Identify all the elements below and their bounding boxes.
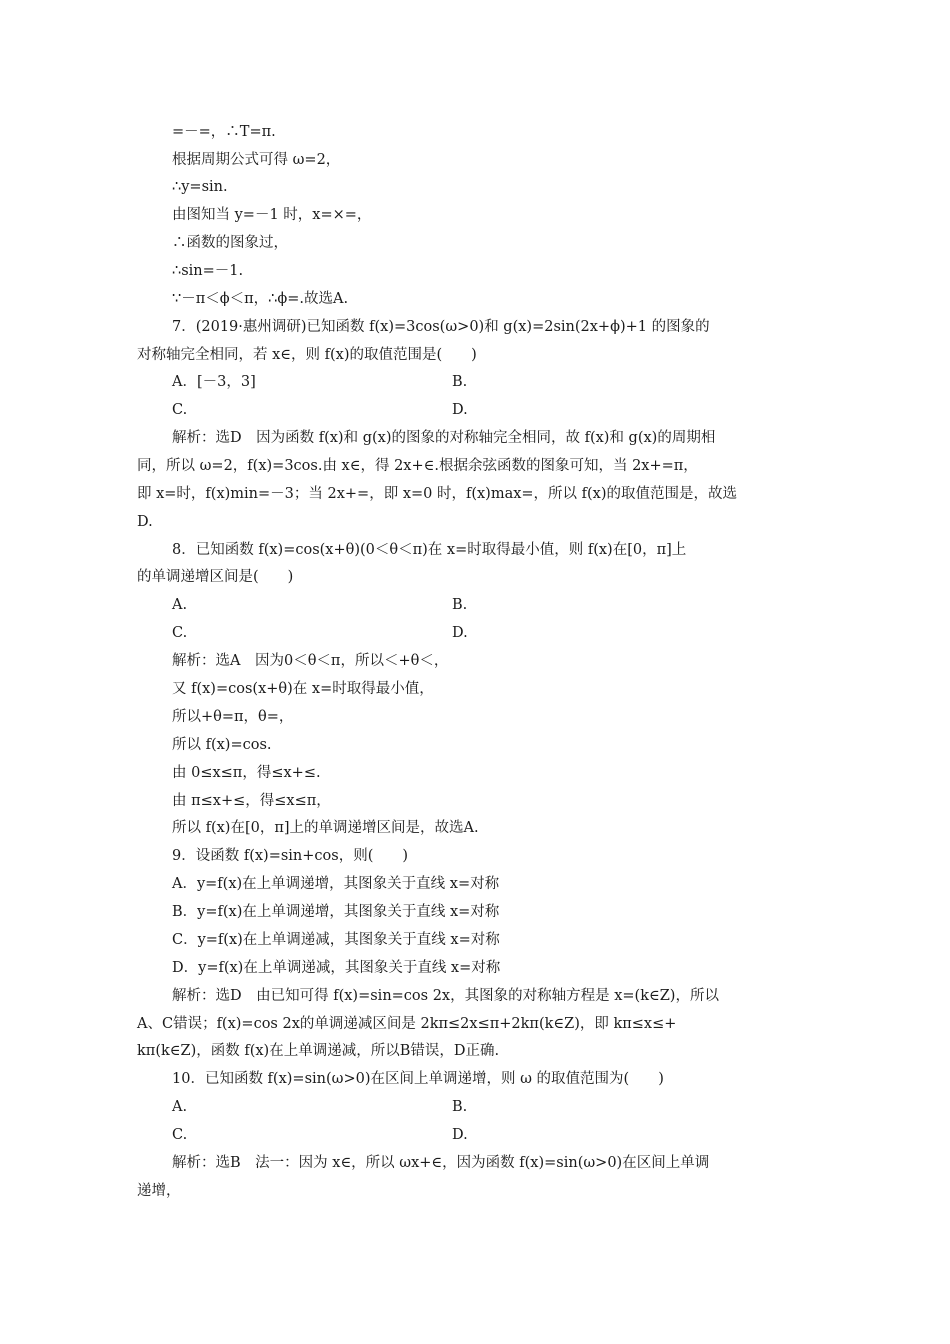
option-d: D. [452,1127,468,1143]
option-d: D. [452,402,468,418]
text-line: =－=，∴T=π. [172,124,276,140]
question-8-stem: 8．已知函数 f(x)=cos(x+θ)(0＜θ＜π)在 x=时取得最小值，则 f(x)在[0，π]上 [172,542,687,558]
text-line: ∴sin=－1. [172,263,244,279]
solution-line: 所以 f(x)=cos. [172,737,272,753]
solution-line: 由 0≤x≤π，得≤x+≤. [172,765,321,781]
solution-line: 同，所以 ω=2，f(x)=3cos.由 x∈，得 2x+∈.根据余弦函数的图象可知，当 2x+=π， [137,458,698,474]
option-a: A．y=f(x)在上单调递增，其图象关于直线 x=对称 [172,876,500,892]
solution-line: D. [137,514,153,530]
text-line: ∵－π＜ϕ＜π，∴ϕ=.故选A. [172,291,349,307]
solution-line: 由 π≤x+≤，得≤x≤π， [172,793,331,809]
text-line: ∴函数的图象过， [172,235,288,251]
option-b: B. [452,374,468,390]
option-c: C. [172,625,188,641]
question-7-stem: 对称轴完全相同，若 x∈，则 f(x)的取值范围是( ) [137,347,477,363]
text-line: 根据周期公式可得 ω=2， [172,152,341,168]
option-b: B. [452,1099,468,1115]
solution-line: 解析：选A 因为0＜θ＜π，所以＜+θ＜， [172,653,449,669]
solution-line: 解析：选B 法一：因为 x∈，所以 ωx+∈，因为函数 f(x)=sin(ω>0)在区间上单调 [172,1155,710,1171]
option-a: A. [172,1099,188,1115]
solution-line: 解析：选D 因为函数 f(x)和 g(x)的图象的对称轴完全相同，故 f(x)和 g(x)的周期相 [172,430,716,446]
solution-line: 所以+θ=π，θ=， [172,709,294,725]
text-line: ∴y=sin. [172,179,228,195]
option-c: C．y=f(x)在上单调递减，其图象关于直线 x=对称 [172,932,500,948]
option-b: B. [452,597,468,613]
option-b: B．y=f(x)在上单调递增，其图象关于直线 x=对称 [172,904,500,920]
solution-line: 又 f(x)=cos(x+θ)在 x=时取得最小值， [172,681,434,697]
solution-line: A、C错误；f(x)=cos 2x的单调递减区间是 2kπ≤2x≤π+2kπ(k∈Z)，即 kπ≤x≤+ [137,1016,677,1032]
solution-line: 解析：选D 由已知可得 f(x)=sin=cos 2x，其图象的对称轴方程是 x=(k∈Z)，所以 [172,988,719,1004]
option-d: D. [452,625,468,641]
option-a: A．[－3，3] [172,374,256,390]
option-c: C. [172,402,188,418]
text-line: 由图知当 y=－1 时，x=×=， [172,207,372,223]
solution-line: 递增， [137,1183,181,1199]
question-9-stem: 9．设函数 f(x)=sin+cos，则( ) [172,848,409,864]
option-c: C. [172,1127,188,1143]
question-7-stem: 7．(2019·惠州调研)已知函数 f(x)=3cos(ω>0)和 g(x)=2sin(2x+ϕ)+1 的图象的 [172,319,710,335]
solution-line: 所以 f(x)在[0，π]上的单调递增区间是，故选A. [172,820,479,836]
solution-line: kπ(k∈Z)，函数 f(x)在上单调递减，所以B错误，D正确. [137,1043,500,1059]
question-10-stem: 10．已知函数 f(x)=sin(ω>0)在区间上单调递增，则 ω 的取值范围为( ) [172,1071,664,1087]
option-d: D．y=f(x)在上单调递减，其图象关于直线 x=对称 [172,960,501,976]
question-8-stem: 的单调递增区间是( ) [137,569,294,585]
solution-line: 即 x=时，f(x)min=－3；当 2x+=，即 x=0 时，f(x)max=，所以 f(x)的取值范围是，故选 [137,486,738,502]
option-a: A. [172,597,188,613]
